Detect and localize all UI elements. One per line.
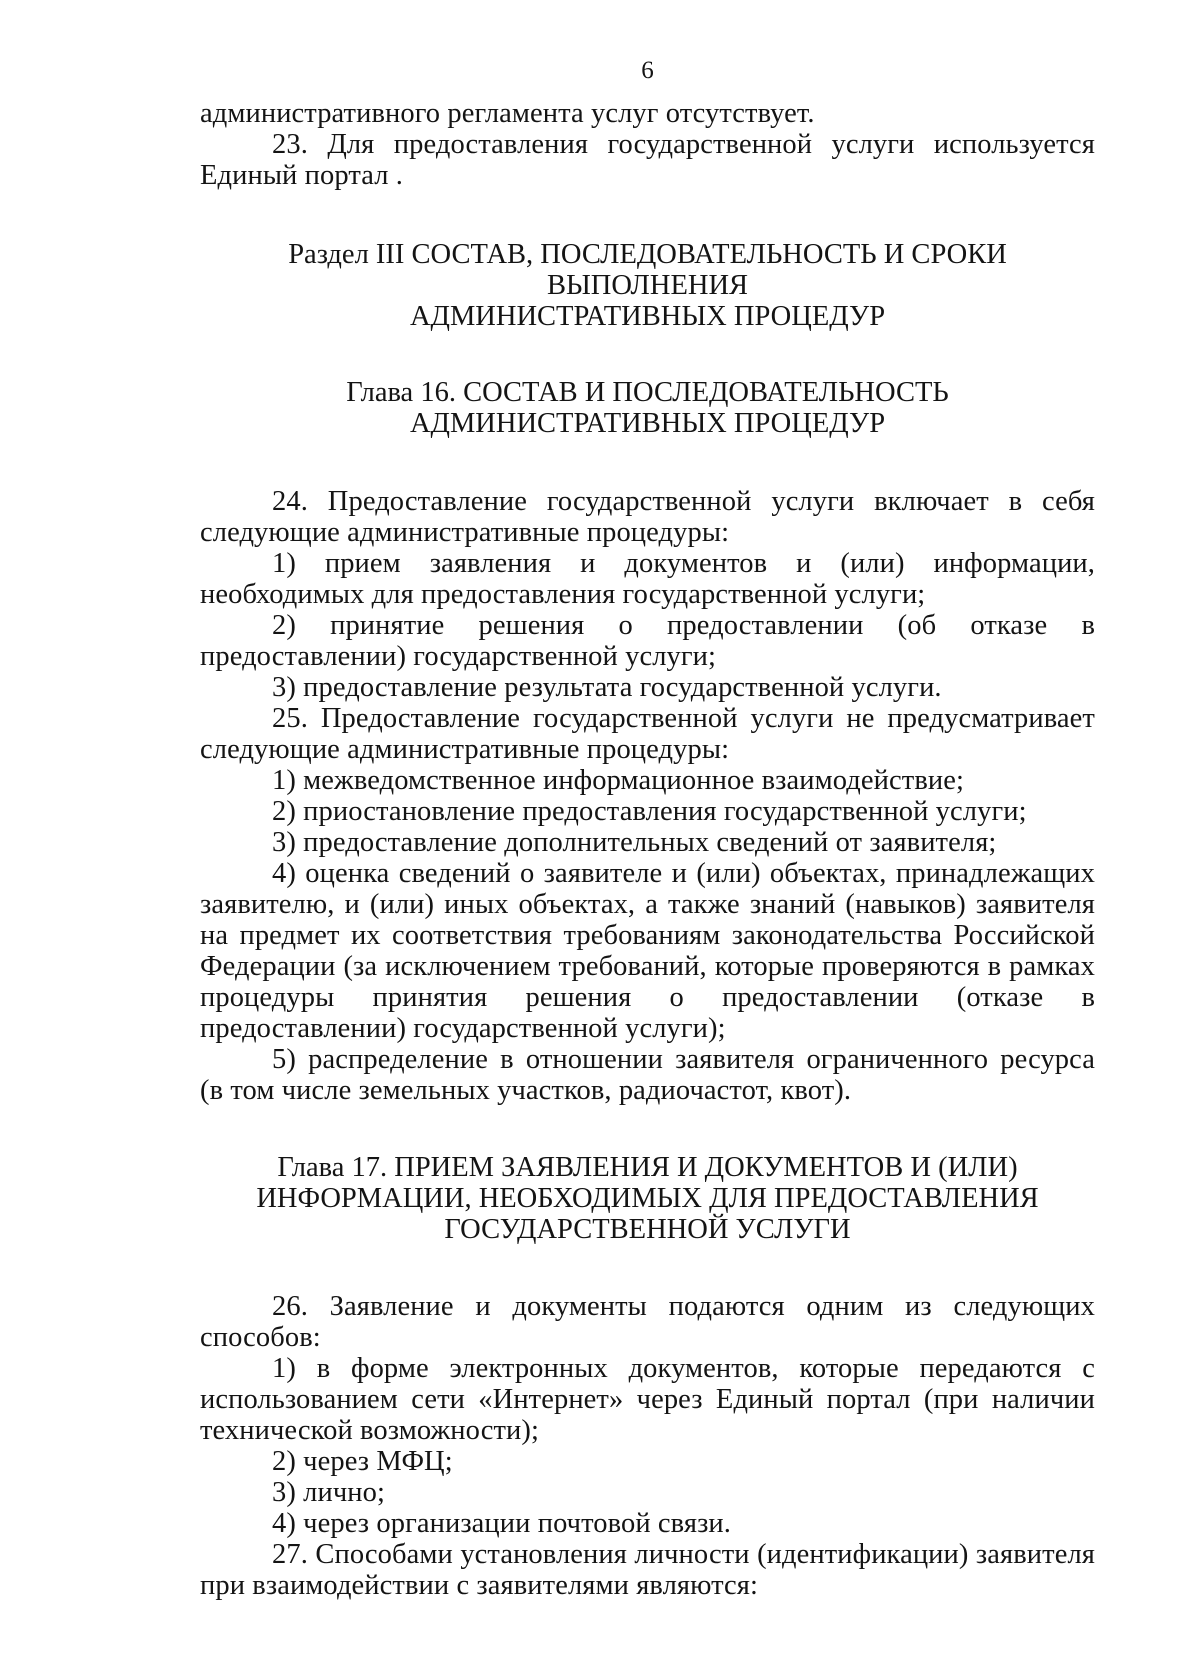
- paragraph-25-item-1: 1) межведомственное информационное взаимодействие;: [272, 765, 964, 796]
- chapter-17-heading-line-2: ИНФОРМАЦИИ, НЕОБХОДИМЫХ ДЛЯ ПРЕДОСТАВЛЕНИЯ: [256, 1183, 1039, 1214]
- paragraph-25-item-5: 5) распределение в отношении заявителя ограниченного ресурса (в том числе земельных участков, радиочастот, квот).: [200, 1044, 1095, 1106]
- chapter-16-heading-line-1: Глава 16. СОСТАВ И ПОСЛЕДОВАТЕЛЬНОСТЬ: [346, 377, 949, 408]
- chapter-17-heading-line-1: Глава 17. ПРИЕМ ЗАЯВЛЕНИЯ И ДОКУМЕНТОВ И (ИЛИ): [277, 1152, 1018, 1183]
- paragraph-24-item-2: 2) принятие решения о предоставлении (об отказе в предоставлении) государственной услуги;: [200, 610, 1095, 672]
- paragraph-24-item-1: 1) прием заявления и документов и (или) информации, необходимых для предоставления государственной услуги;: [200, 548, 1095, 610]
- chapter-16-heading: [200, 377, 1095, 439]
- section-3-heading-line-2: АДМИНИСТРАТИВНЫХ ПРОЦЕДУР: [409, 301, 886, 332]
- paragraph-25: 25. Предоставление государственной услуги не предусматривает следующие административные процедуры:: [200, 703, 1095, 765]
- intro-carry-line: административного регламента услуг отсутствует.: [200, 98, 815, 129]
- paragraph-27: 27. Способами установления личности (идентификации) заявителя при взаимодействии с заявителями являются:: [200, 1539, 1095, 1601]
- chapter-16-heading-line-2: АДМИНИСТРАТИВНЫХ ПРОЦЕДУР: [409, 408, 886, 439]
- document-page: [200, 56, 1095, 1601]
- paragraph-24-item-3: 3) предоставление результата государственной услуги.: [272, 672, 942, 703]
- page-number: 6: [641, 57, 654, 84]
- paragraph-26-item-3: 3) лично;: [272, 1477, 385, 1508]
- paragraph-26-item-4: 4) через организации почтовой связи.: [272, 1508, 732, 1539]
- chapter-17-heading: [200, 1152, 1095, 1245]
- paragraph-24: 24. Предоставление государственной услуги включает в себя следующие административные процедуры:: [200, 486, 1095, 548]
- paragraph-26: 26. Заявление и документы подаются одним из следующих способов:: [200, 1291, 1095, 1353]
- paragraph-26-item-2: 2) через МФЦ;: [272, 1446, 453, 1477]
- section-3-heading: [200, 239, 1095, 332]
- section-3-heading-line-1: Раздел III СОСТАВ, ПОСЛЕДОВАТЕЛЬНОСТЬ И СРОКИ ВЫПОЛНЕНИЯ: [288, 239, 1007, 301]
- paragraph-25-item-3: 3) предоставление дополнительных сведений от заявителя;: [272, 827, 997, 858]
- paragraph-26-item-1: 1) в форме электронных документов, которые передаются с использованием сети «Интернет» через Единый портал (при наличии технической возможности);: [200, 1353, 1095, 1446]
- paragraph-25-item-2: 2) приостановление предоставления государственной услуги;: [272, 796, 1027, 827]
- chapter-17-heading-line-3: ГОСУДАРСТВЕННОЙ УСЛУГИ: [444, 1214, 851, 1245]
- paragraph-23: 23. Для предоставления государственной услуги используется Единый портал .: [200, 129, 1095, 191]
- paragraph-25-item-4: 4) оценка сведений о заявителе и (или) объектах, принадлежащих заявителю, и (или) иных объектах, а также знаний (навыков) заявителя на предмет их соответствия требованиям законодательства Российской Федерации (за исключением требований, которые проверяются в рамках процедуры принятия решения о предоставлении (отказе в предоставлении) государственной услуги);: [200, 858, 1095, 1044]
